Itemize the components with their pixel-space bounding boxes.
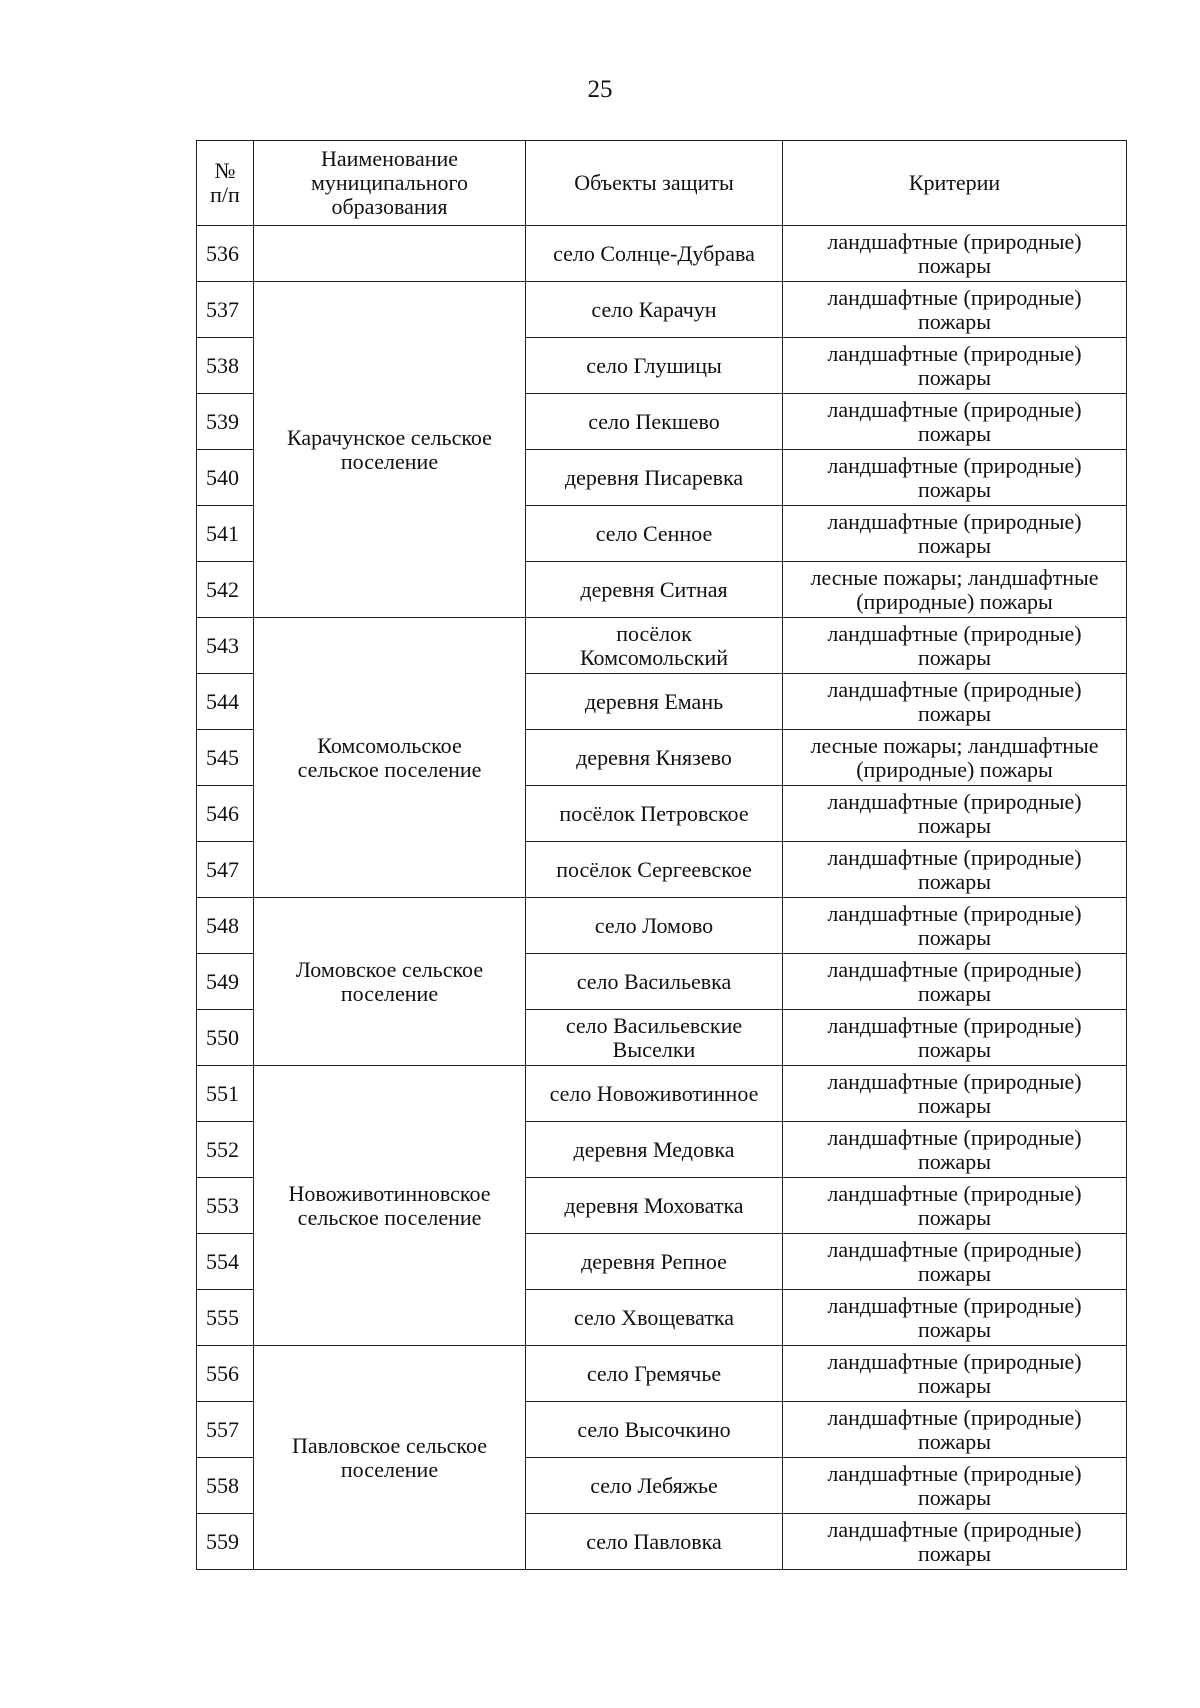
criteria	[783, 1010, 1127, 1066]
protection-object-label: село Глушицы	[586, 352, 722, 378]
criteria	[783, 1290, 1127, 1346]
criteria-label: ландшафтные (природные) пожары	[827, 1068, 1082, 1118]
protection-object-label: село Новоживотинное	[549, 1080, 759, 1106]
protection-object-label: деревня Ситная	[580, 576, 728, 602]
municipality-label: Карачунское сельское поселение	[287, 424, 492, 474]
header-protection-objects: Объекты защиты	[526, 141, 783, 226]
protection-object-label: деревня Медовка	[573, 1136, 735, 1162]
protection-object	[526, 282, 783, 338]
protection-object	[526, 506, 783, 562]
criteria-label: ландшафтные (природные) пожары	[827, 228, 1082, 278]
criteria-label: ландшафтные (природные) пожары	[827, 620, 1082, 670]
criteria	[783, 730, 1127, 786]
protection-object	[526, 1290, 783, 1346]
header-municipality: Наименование муниципального образования	[254, 141, 526, 226]
criteria-label: ландшафтные (природные) пожары	[827, 1292, 1082, 1342]
protection-object-label: село Пекшево	[588, 408, 720, 434]
row-number: 551	[197, 1066, 254, 1122]
table-row	[197, 226, 1127, 282]
municipality-name	[254, 1346, 526, 1570]
criteria-label: ландшафтные (природные) пожары	[827, 900, 1082, 950]
protection-object	[526, 1402, 783, 1458]
row-number: 540	[197, 450, 254, 506]
criteria	[783, 842, 1127, 898]
protection-object-label: село Васильевка	[576, 968, 732, 994]
row-number: 545	[197, 730, 254, 786]
criteria	[783, 674, 1127, 730]
table-row	[197, 1346, 1127, 1402]
row-number: 549	[197, 954, 254, 1010]
table-row	[197, 282, 1127, 338]
protection-object-label: посёлок Сергеевское	[556, 856, 752, 882]
protection-object-label: село Ломово	[594, 912, 714, 938]
header-criteria: Критерии	[783, 141, 1127, 226]
criteria-label: ландшафтные (природные) пожары	[827, 1460, 1082, 1510]
criteria-label: ландшафтные (природные) пожары	[827, 1404, 1082, 1454]
table-row	[197, 1066, 1127, 1122]
municipality-name	[254, 226, 526, 282]
header-number: № п/п	[197, 141, 254, 226]
protection-object	[526, 1010, 783, 1066]
municipality-name	[254, 282, 526, 618]
protection-object-label: село Гремячье	[586, 1360, 722, 1386]
row-number: 554	[197, 1234, 254, 1290]
protection-object	[526, 1066, 783, 1122]
criteria	[783, 562, 1127, 618]
row-number: 547	[197, 842, 254, 898]
protection-object	[526, 226, 783, 282]
criteria-label: ландшафтные (природные) пожары	[827, 1516, 1082, 1566]
protection-object	[526, 730, 783, 786]
criteria	[783, 786, 1127, 842]
protection-object	[526, 674, 783, 730]
criteria	[783, 450, 1127, 506]
protection-object	[526, 1178, 783, 1234]
protection-object-label: село Лебяжье	[590, 1472, 718, 1498]
row-number: 556	[197, 1346, 254, 1402]
criteria-label: ландшафтные (природные) пожары	[827, 844, 1082, 894]
criteria-label: ландшафтные (природные) пожары	[827, 956, 1082, 1006]
criteria-label: ландшафтные (природные) пожары	[827, 1348, 1082, 1398]
protection-object	[526, 898, 783, 954]
criteria-label: ландшафтные (природные) пожары	[827, 508, 1082, 558]
protection-object-label: село Хвощеватка	[573, 1304, 735, 1330]
protection-object-label: село Карачун	[591, 296, 717, 322]
row-number: 544	[197, 674, 254, 730]
protection-object-label: село Сенное	[595, 520, 713, 546]
criteria	[783, 1234, 1127, 1290]
criteria	[783, 282, 1127, 338]
criteria	[783, 1178, 1127, 1234]
protection-object-label: посёлок Комсомольский	[579, 620, 729, 670]
municipality-name	[254, 1066, 526, 1346]
criteria-label: лесные пожары; ландшафтные (природные) пожары	[810, 732, 1099, 782]
municipality-label: Комсомольское сельское поселение	[297, 732, 482, 782]
protection-object-label: посёлок Петровское	[559, 800, 749, 826]
protection-object-label: село Высочкино	[577, 1416, 731, 1442]
row-number: 536	[197, 226, 254, 282]
criteria-label: ландшафтные (природные) пожары	[827, 1012, 1082, 1062]
protection-object	[526, 786, 783, 842]
protection-object-label: деревня Писаревка	[564, 464, 744, 490]
criteria-label: ландшафтные (природные) пожары	[827, 788, 1082, 838]
row-number: 550	[197, 1010, 254, 1066]
protection-object	[526, 1234, 783, 1290]
row-number: 539	[197, 394, 254, 450]
protection-object	[526, 562, 783, 618]
protection-object-label: деревня Емань	[584, 688, 724, 714]
row-number: 542	[197, 562, 254, 618]
criteria-label: лесные пожары; ландшафтные (природные) пожары	[810, 564, 1099, 614]
protection-object-label: деревня Моховатка	[564, 1192, 744, 1218]
criteria-label: ландшафтные (природные) пожары	[827, 284, 1082, 334]
criteria-label: ландшафтные (природные) пожары	[827, 1236, 1082, 1286]
row-number: 548	[197, 898, 254, 954]
protection-object-label: село Павловка	[586, 1528, 722, 1554]
criteria	[783, 618, 1127, 674]
protection-object	[526, 1346, 783, 1402]
protection-object-label: село Солнце-Дубрава	[553, 240, 755, 266]
protection-object	[526, 1458, 783, 1514]
criteria-label: ландшафтные (природные) пожары	[827, 452, 1082, 502]
municipality-name	[254, 898, 526, 1066]
row-number: 559	[197, 1514, 254, 1570]
table-row	[197, 618, 1127, 674]
protection-object	[526, 618, 783, 674]
row-number: 558	[197, 1458, 254, 1514]
municipality-label: Новоживотинновское сельское поселение	[288, 1180, 491, 1230]
row-number: 555	[197, 1290, 254, 1346]
municipality-name	[254, 618, 526, 898]
criteria	[783, 898, 1127, 954]
protection-object	[526, 450, 783, 506]
criteria-label: ландшафтные (природные) пожары	[827, 340, 1082, 390]
table-body	[197, 226, 1127, 1570]
header-row	[197, 141, 1127, 226]
protection-object	[526, 1122, 783, 1178]
protection-object	[526, 954, 783, 1010]
row-number: 543	[197, 618, 254, 674]
protection-object	[526, 1514, 783, 1570]
row-number: 538	[197, 338, 254, 394]
criteria	[783, 506, 1127, 562]
criteria-label: ландшафтные (природные) пожары	[827, 396, 1082, 446]
protection-object	[526, 842, 783, 898]
criteria	[783, 1458, 1127, 1514]
row-number: 546	[197, 786, 254, 842]
criteria	[783, 1402, 1127, 1458]
page-number: 25	[587, 76, 613, 103]
protection-object-label: село Васильевские Выселки	[565, 1012, 743, 1062]
protection-object	[526, 394, 783, 450]
protection-object-label: деревня Репное	[581, 1248, 727, 1274]
criteria-label: ландшафтные (природные) пожары	[827, 1180, 1082, 1230]
criteria	[783, 1346, 1127, 1402]
row-number: 557	[197, 1402, 254, 1458]
protection-object-label: деревня Князево	[576, 744, 732, 770]
row-number: 552	[197, 1122, 254, 1178]
criteria	[783, 226, 1127, 282]
table-row	[197, 898, 1127, 954]
table-header	[197, 141, 1127, 226]
criteria	[783, 338, 1127, 394]
row-number: 537	[197, 282, 254, 338]
criteria	[783, 1514, 1127, 1570]
protection-objects-table	[196, 140, 1127, 1570]
protection-object	[526, 338, 783, 394]
criteria-label: ландшафтные (природные) пожары	[827, 676, 1082, 726]
municipality-label: Павловское сельское поселение	[291, 1432, 488, 1482]
criteria	[783, 1066, 1127, 1122]
criteria	[783, 954, 1127, 1010]
criteria	[783, 1122, 1127, 1178]
municipality-label: Ломовское сельское поселение	[295, 956, 484, 1006]
row-number: 541	[197, 506, 254, 562]
criteria	[783, 394, 1127, 450]
criteria-label: ландшафтные (природные) пожары	[827, 1124, 1082, 1174]
row-number: 553	[197, 1178, 254, 1234]
